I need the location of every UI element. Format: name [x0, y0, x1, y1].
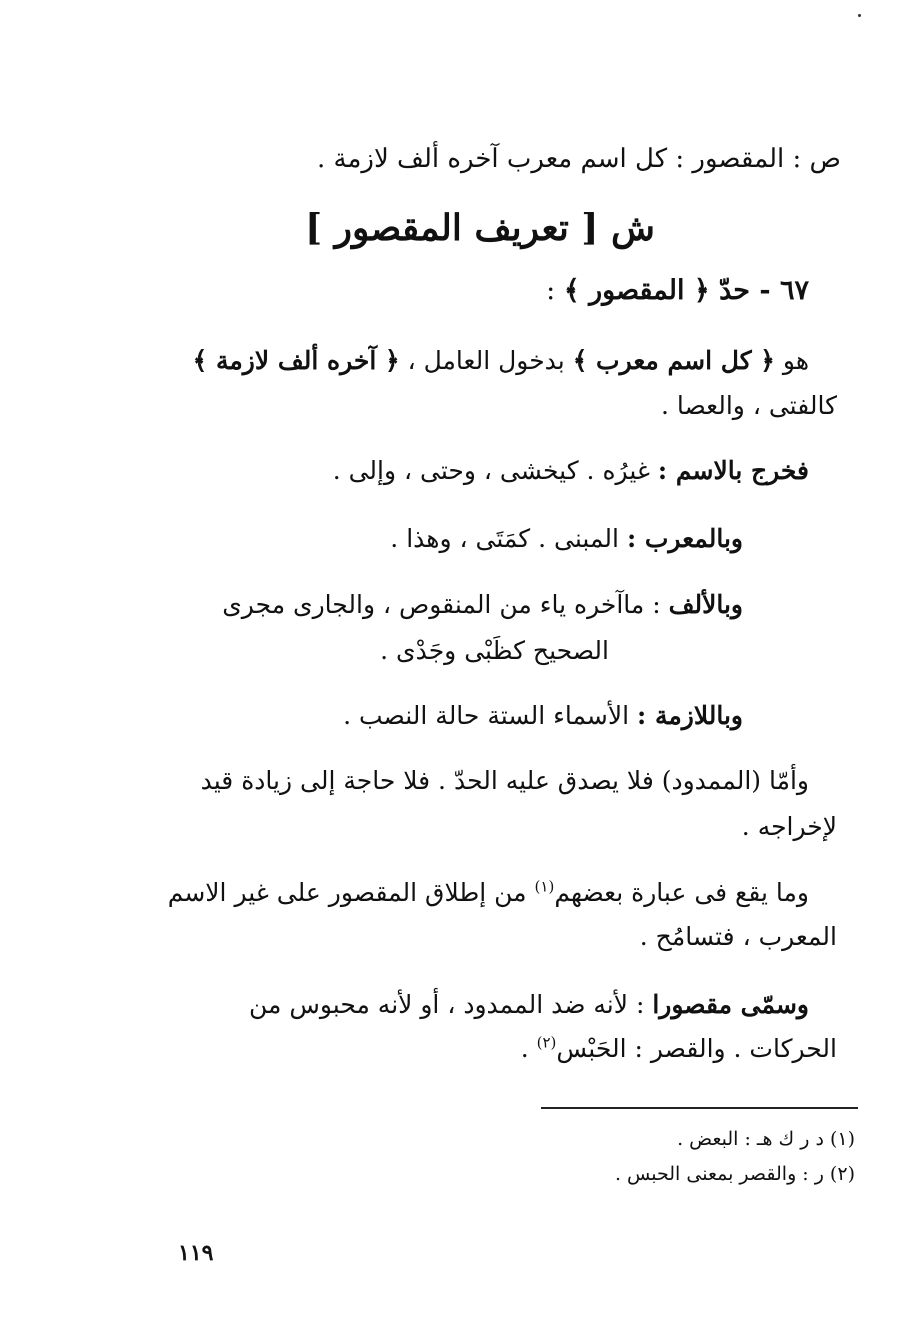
definition-middle: بدخول العامل ،	[399, 346, 573, 375]
section-title-text: حدّ ﴿ المقصور ﴾	[563, 275, 750, 306]
matn-line: ص : المقصور : كل اسم معرب آخره ألف لازمة .	[317, 144, 841, 174]
exclusion-text: : ماآخره ياء من المنقوص ، والجارى مجرى	[222, 590, 669, 619]
definition-phrase-2: ﴿ آخره ألف لازمة ﴾	[192, 346, 400, 375]
footnote-1: (١) د ر ك هـ : البعض .	[677, 1128, 855, 1150]
footnote-divider	[541, 1107, 858, 1109]
definition-prefix: هو	[774, 346, 809, 375]
exclusion-alif-line-2: الصحيح كظَبْى وجَدْى .	[380, 636, 609, 665]
tasamuh-text-a: وما يقع فى عبارة بعضهم	[554, 878, 809, 907]
exclusion-label: وبالألف	[668, 590, 743, 619]
naming-text: : لأنه ضد الممدود ، أو لأنه محبوس من	[248, 990, 653, 1019]
exclusion-alif	[222, 588, 743, 622]
section-number: ٦٧	[779, 275, 809, 306]
definition-line-2: كالفتى ، والعصا .	[660, 391, 837, 420]
section-dash: -	[749, 275, 780, 306]
exclusion-text: المبنى . كمَتَى ، وهذا .	[390, 524, 627, 553]
footnote-2: (٢) ر : والقصر بمعنى الحبس .	[614, 1163, 855, 1185]
mamdud-line-2: لإخراجه .	[741, 812, 837, 841]
naming-text-b: .	[520, 1034, 537, 1063]
exclusion-label: وبالمعرب :	[626, 524, 743, 553]
exclusion-text: الأسماء الستة حالة النصب .	[343, 701, 638, 730]
exclusion-noun	[333, 454, 809, 488]
mamdud-line-1: وأمّا (الممدود) فلا يصدق عليه الحدّ . فلا حاجة إلى زيادة قيد	[200, 766, 809, 795]
section-heading: ش [ تعريف المقصور ]	[305, 207, 655, 249]
speck	[858, 14, 861, 17]
definition-line-1	[193, 344, 809, 378]
naming-line-2	[521, 1032, 837, 1066]
tasamuh-line-1	[168, 876, 809, 910]
exclusion-label: وباللازمة :	[637, 701, 743, 730]
naming-line-1	[249, 988, 809, 1022]
naming-label: وسمّى مقصورا	[652, 990, 809, 1019]
footnote-ref-1: (١)	[534, 877, 555, 896]
exclusion-text: غيرُه . كيخشى ، وحتى ، وإلى .	[332, 456, 658, 485]
exclusion-lazima	[343, 699, 743, 733]
exclusion-declinable	[390, 522, 743, 556]
page-number: ١١٩	[178, 1240, 214, 1266]
tasamuh-line-2: المعرب ، فتسامُح .	[639, 922, 837, 951]
footnote-ref-2: (٢)	[536, 1033, 557, 1052]
tasamuh-text-b: من إطلاق المقصور على غير الاسم	[167, 878, 535, 907]
section-title	[546, 274, 809, 308]
exclusion-label: فخرج بالاسم :	[657, 456, 809, 485]
section-colon: :	[546, 275, 564, 306]
naming-text-a: الحركات . والقصر : الحَبْس	[556, 1034, 837, 1063]
definition-phrase-1: ﴿ كل اسم معرب ﴾	[572, 346, 775, 375]
